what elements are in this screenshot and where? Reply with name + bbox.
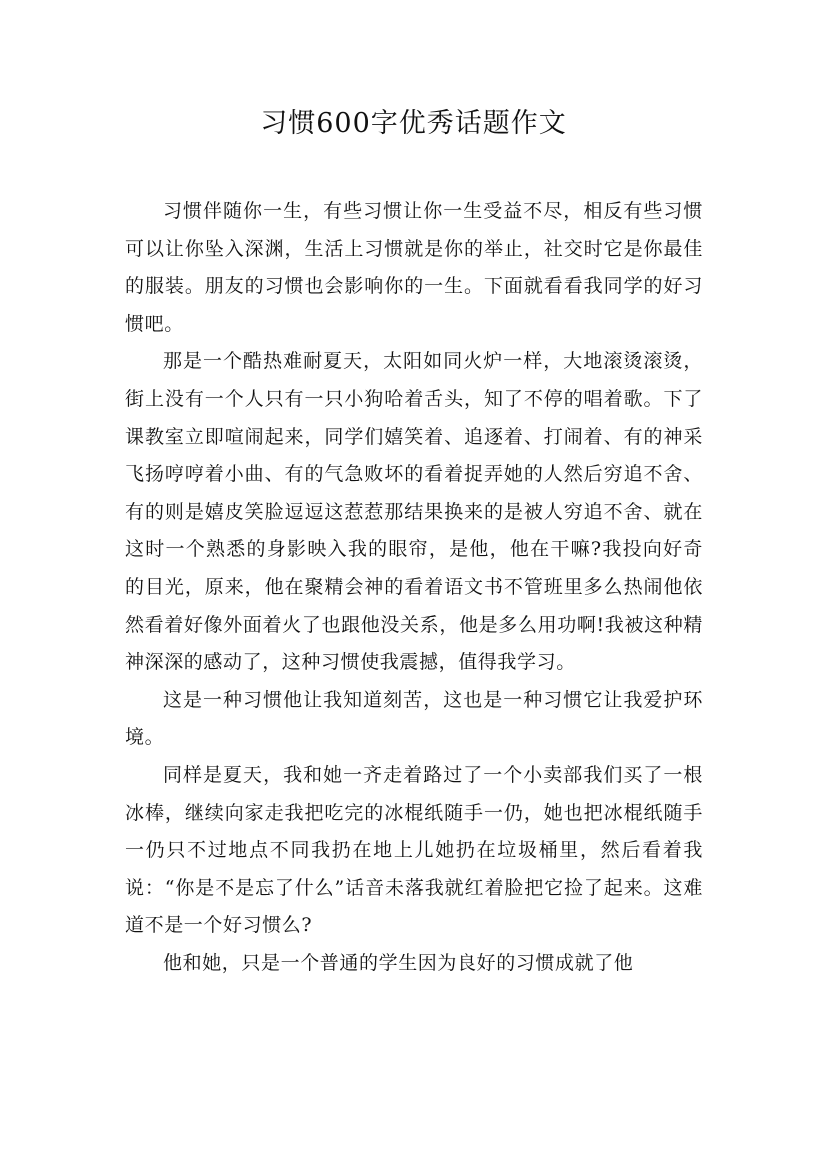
paragraph-4: 同样是夏天，我和她一齐走着路过了一个小卖部我们买了一根冰棒，继续向家走我把吃完的冰棍纸随手一仍，她也把冰棍纸随手一仍只不过地点不同我扔在地上儿她扔在垃圾桶里，然后看着我说：“你是不是忘了什么”话音未落我就红着脸把它捡了起来。这难道不是一个好习惯么? (125, 763, 703, 937)
paragraph-1: 习惯伴随你一生，有些习惯让你一生受益不尽，相反有些习惯可以让你坠入深渊，生活上习惯就是你的举止，社交时它是你最佳的服装。朋友的习惯也会影响你的一生。下面就看看我同学的好习惯吧。 (125, 200, 703, 335)
document-title: 习惯600字优秀话题作文 (260, 108, 567, 139)
paragraph-2: 那是一个酷热难耐夏天，太阳如同火炉一样，大地滚烫滚烫，街上没有一个人只有一只小狗哈着舌头，知了不停的唱着歌。下了课教室立即喧闹起来，同学们嬉笑着、追逐着、打闹着、有的神采飞扬哼哼着小曲、有的气急败坏的看着捉弄她的人然后穷追不舍、有的则是嬉皮笑脸逗逗这惹惹那结果换来的是被人穷追不舍、就在这时一个熟悉的身影映入我的眼帘，是他，他在干嘛?我投向好奇的目光，原来，他在聚精会神的看着语文书不管班里多么热闹他依然看着好像外面着火了也跟他没关系，他是多么用功啊!我被这种精神深深的感动了，这种习惯使我震撼，值得我学习。 (125, 350, 703, 674)
document-body (125, 193, 703, 982)
paragraph-3: 这是一种习惯他让我知道刻苦，这也是一种习惯它让我爱护环境。 (125, 688, 703, 749)
paragraph-5: 他和她，只是一个普通的学生因为良好的习惯成就了他 (163, 951, 634, 974)
